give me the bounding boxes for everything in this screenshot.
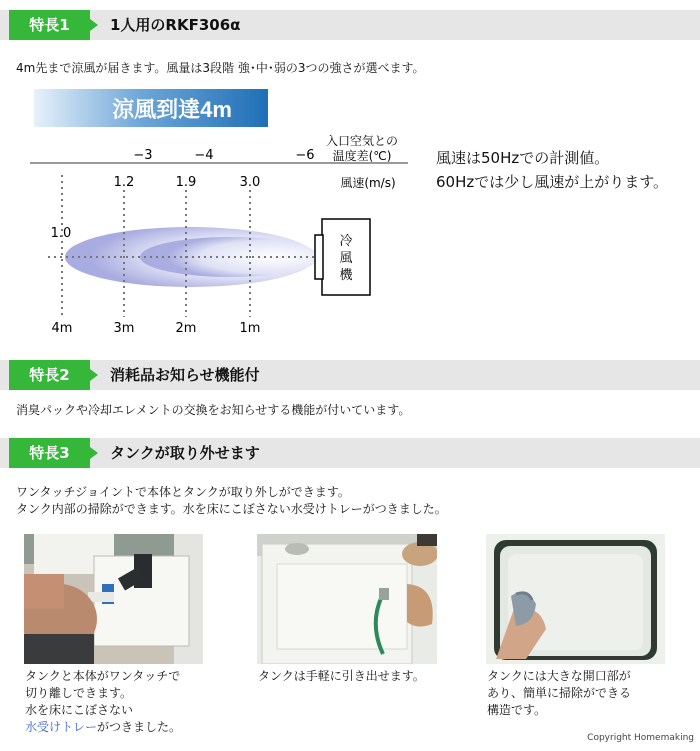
speed-label: 風速(m/s)	[340, 176, 396, 190]
section-title-2: 消耗品お知らせ機能付	[110, 366, 260, 384]
caption-3-line3: 構造です。	[487, 703, 547, 717]
speed-value-2: 1.9	[175, 175, 197, 190]
section-header-2	[0, 360, 700, 390]
unit-char-2: 風	[339, 251, 353, 266]
photo-tank-opening	[486, 534, 665, 664]
caption-1-line3: 水を床にこぼさない	[25, 703, 134, 717]
photo-tank-pull-out	[257, 534, 437, 664]
feature-badge-3: 特長3	[9, 438, 90, 468]
caption-1-line2: 切り離しできます。	[25, 686, 133, 700]
unit-char-1: 冷	[339, 234, 353, 249]
section-title-3: タンクが取り外せます	[110, 444, 260, 462]
measurement-note	[436, 146, 668, 194]
caption-2-line1: タンクは手軽に引き出せます。	[258, 669, 425, 683]
low-speed-value: 1.0	[50, 226, 72, 241]
section-header-1	[0, 10, 700, 40]
copyright-notice: Copyright Homemaking	[587, 733, 694, 743]
distance-label-1m: 1m	[239, 321, 261, 336]
measurement-note-line2: 60Hzでは少し風速が上がります。	[436, 173, 669, 191]
section3-description-line2: タンク内部の掃除ができます。水を床にこぼさない水受けトレーがつきました。	[16, 502, 447, 516]
section3-description	[16, 484, 447, 518]
caption-1-line1: タンクと本体がワンタッチで	[25, 669, 181, 683]
feature-badge-1: 特長1	[9, 10, 90, 40]
cooler-unit-outlet	[315, 235, 323, 279]
speed-value-3: 3.0	[239, 175, 261, 190]
unit-char-3: 機	[339, 268, 353, 283]
distance-label-4m: 4m	[51, 321, 73, 336]
section3-description-line1: ワンタッチジョイントで本体とタンクが取り外しができます。	[16, 485, 350, 499]
distance-label-2m: 2m	[175, 321, 197, 336]
temp-header-line1: 入口空気との	[325, 134, 399, 148]
caption-3-line1: タンクには大きな開口部が	[487, 669, 631, 683]
temp-header-line2: 温度差(℃)	[332, 149, 392, 163]
temp-value-1: −3	[133, 148, 153, 163]
temp-value-3: −6	[295, 148, 315, 163]
banner-text: 涼風到達4m	[112, 97, 232, 122]
section2-description: 消臭パックや冷却エレメントの交換をお知らせする機能が付いています。	[16, 403, 411, 417]
caption-3-line2: あり、簡単に掃除ができる	[487, 686, 632, 700]
airflow-diagram	[0, 85, 700, 345]
speed-value-1: 1.2	[113, 175, 135, 190]
temp-value-2: −4	[194, 148, 214, 163]
caption-photo-1	[25, 668, 181, 736]
caption-1-line4-rest: がつきました。	[97, 720, 182, 734]
photo-tank-joint	[24, 534, 203, 664]
caption-photo-2	[258, 668, 425, 685]
caption-1-line4	[25, 719, 181, 736]
water-tray-highlight: 水受けトレー	[25, 720, 98, 734]
section-header-3	[0, 438, 700, 468]
caption-photo-3	[487, 668, 631, 719]
section1-description: 4m先まで涼風が届きます。風量は3段階 強･中･弱の3つの強さが選べます。	[16, 61, 425, 75]
distance-label-3m: 3m	[113, 321, 135, 336]
measurement-note-line1: 風速は50Hzでの計測値。	[436, 149, 610, 167]
feature-badge-2: 特長2	[9, 360, 90, 390]
section-title-1: 1人用のRKF306α	[110, 16, 241, 34]
